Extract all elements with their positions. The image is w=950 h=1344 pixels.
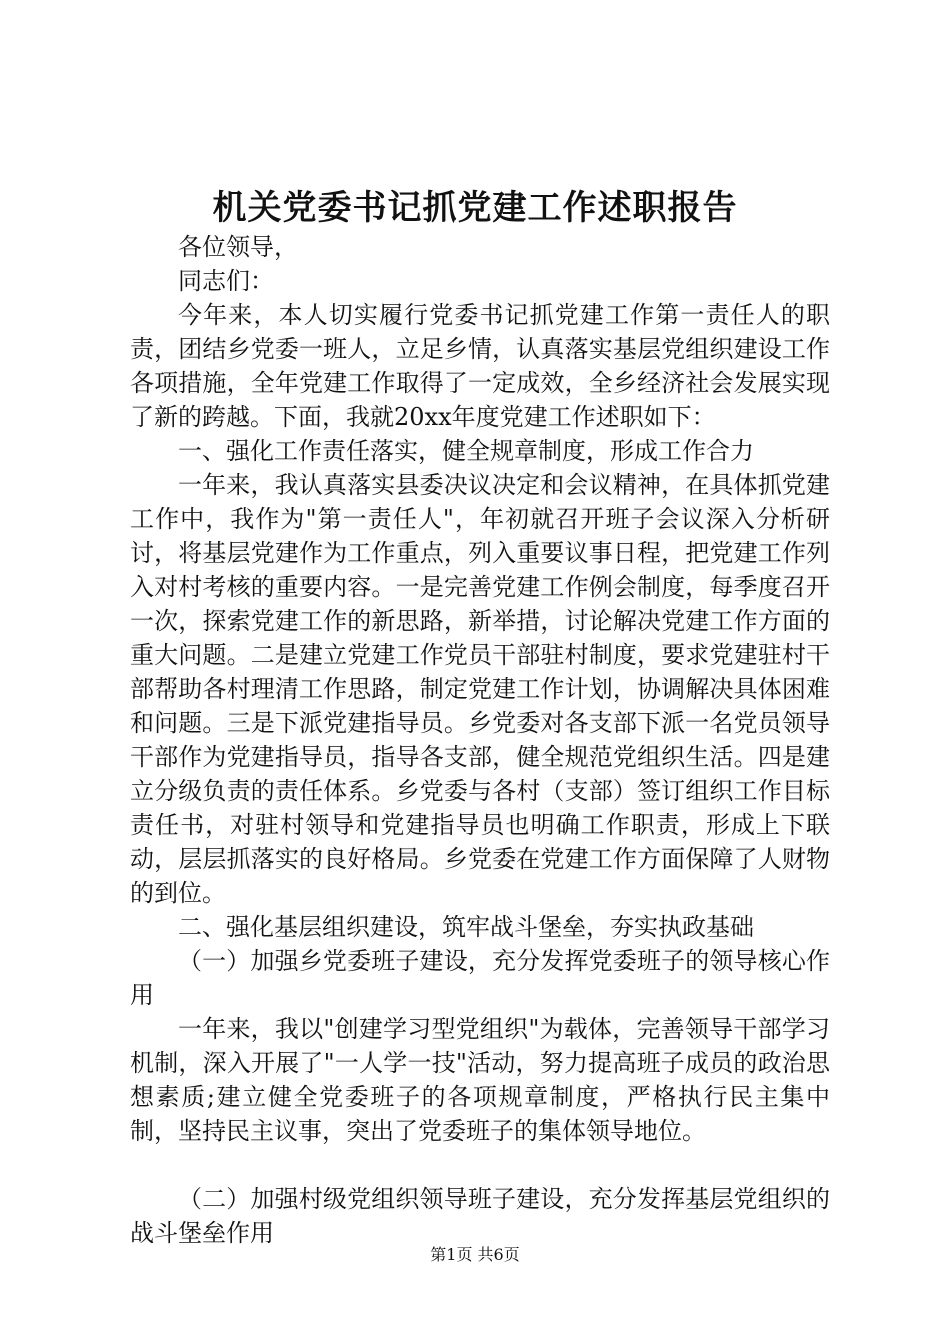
page-number-footer: 第1页 共6页 xyxy=(430,1245,520,1264)
subsection-heading-2: （二）加强村级党组织领导班子建设，充分发挥基层党组织的战斗堡垒作用 xyxy=(130,1185,830,1247)
salutation-comrades: 同志们： xyxy=(178,267,274,295)
document-body xyxy=(130,230,830,1250)
section-1-paragraph: 一年来，我认真落实县委决议决定和会议精神，在具体抓党建工作中，我作为"第一责任人"，年初就召开班子会议深入分析研讨，将基层党建作为工作重点，列入重要议事日程，把党建工作列入对村考核的重要内容。一是完善党建工作例会制度，每季度召开一次，探索党建工作的新思路，新举措，讨论解决党建工作方面的重大问题。二是建立党建工作党员干部驻村制度，要求党建驻村干部帮助各村理清工作思路，制定党建工作计划，协调解决具体困难和问题。三是下派党建指导员。乡党委对各支部下派一名党员领导干部作为党建指导员，指导各支部，健全规范党组织生活。四是建立分级负责的责任体系。乡党委与各村（支部）签订组织工作目标责任书，对驻村领导和党建指导员也明确工作职责，形成上下联动，层层抓落实的良好格局。乡党委在党建工作方面保障了人财物的到位。 xyxy=(130,471,830,907)
salutation-leaders: 各位领导， xyxy=(178,233,298,261)
document-title: 机关党委书记抓党建工作述职报告 xyxy=(212,188,738,228)
intro-paragraph: 今年来，本人切实履行党委书记抓党建工作第一责任人的职责，团结乡党委一班人，立足乡情，认真落实基层党组织建设工作各项措施，全年党建工作取得了一定成效，全乡经济社会发展实现了新的跨越。下面，我就20xx年度党建工作述职如下： xyxy=(130,301,830,431)
section-heading-1: 一、强化工作责任落实，健全规章制度，形成工作合力 xyxy=(178,437,754,465)
section-heading-2: 二、强化基层组织建设，筑牢战斗堡垒，夯实执政基础 xyxy=(178,913,754,941)
subsection-1-paragraph: 一年来，我以"创建学习型党组织"为载体，完善领导干部学习机制，深入开展了"一人学一技"活动，努力提高班子成员的政治思想素质;建立健全党委班子的各项规章制度，严格执行民主集中制，坚持民主议事，突出了党委班子的集体领导地位。 xyxy=(130,1015,830,1145)
subsection-heading-1: （一）加强乡党委班子建设，充分发挥党委班子的领导核心作用 xyxy=(130,947,830,1009)
